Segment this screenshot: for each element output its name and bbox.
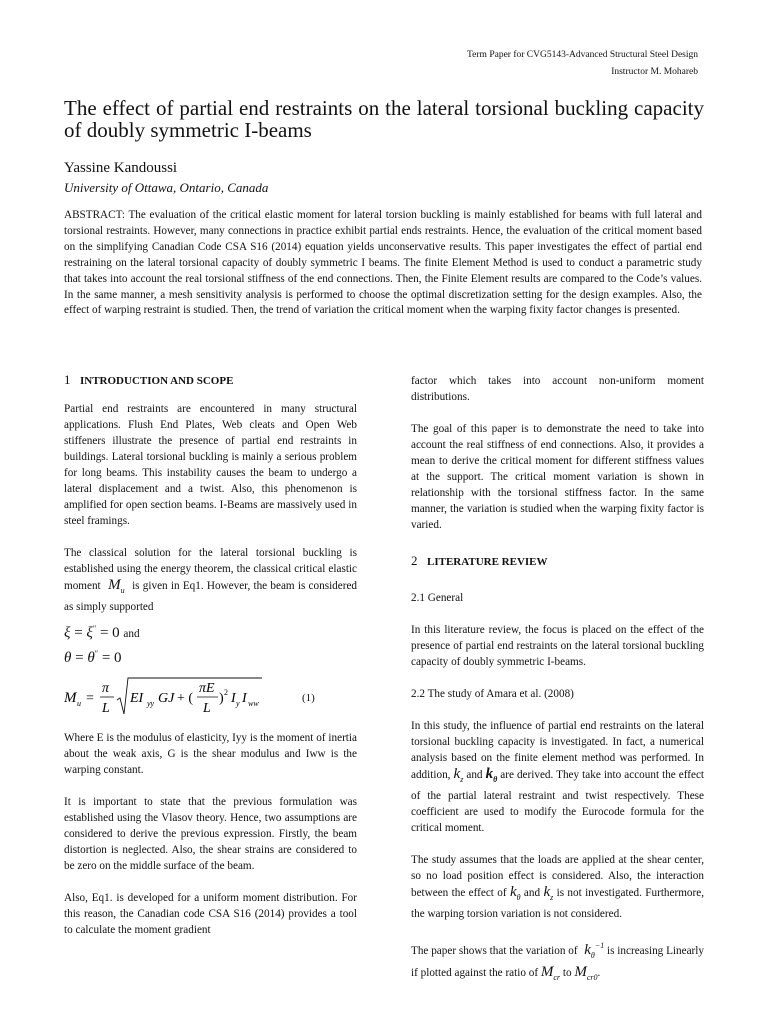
symbol-Mu: $M_u$ [103, 577, 125, 595]
running-header [467, 47, 698, 81]
paper-title: The effect of partial end restraints on the lateral torsional buckling capacity of doubly symmetric I-beams [64, 96, 704, 142]
subsection-amara: 2.2 The study of Amara et al. (2008) [411, 688, 574, 700]
section-title: INTRODUCTION AND SCOPE [80, 375, 234, 387]
equation-1 [64, 676, 357, 720]
section-heading-literature [411, 553, 704, 570]
header-course: Term Paper for CVG5143-Advanced Structural Steel Design [467, 50, 698, 60]
svg-text:π: π [102, 681, 110, 696]
symbol-ktheta-inverse: $k_\theta^{-1}$ [580, 941, 605, 960]
intro-paragraph-5: Also, Eq1. is developed for a uniform moment distribution. For this reason, the Canadian code CSA S16 (2014) provides a tool to calculate the moment gradient [64, 892, 357, 936]
header-instructor: Instructor M. Mohareb [611, 67, 698, 77]
intro-paragraph-2: The classical solution for the lateral torsional buckling is established using the energy theorem, the classical critical elastic moment $M_u$ is given in Eq1. However, the beam is considered as simply supported [64, 547, 358, 613]
svg-text:GJ: GJ [158, 691, 175, 706]
svg-text:y: y [236, 699, 240, 708]
intro-paragraph-6: factor which takes into account non-uniform moment distributions. [411, 375, 704, 403]
svg-text:I: I [242, 691, 247, 706]
intro-paragraph-1: Partial end restraints are encountered in many structural applications. Flush End Plates, Web cleats and Open Web stiffeners illustrate the presence of partial end restraints in buildings. Lateral torsional buckling is mainly a serious problem for long beams. This instability causes the beam to undergo a lateral displacement and a twist. Also, this phenomenon is amplified for open section beams. I-Beams are massively used in steel framings. [64, 403, 357, 527]
svg-text:EI: EI [130, 691, 144, 706]
left-column [64, 372, 357, 954]
intro-paragraph-3: Where E is the modulus of elasticity, Iyy is the moment of inertia about the weak axis, G is the shear modulus and Iww is the warping constant. [64, 732, 357, 776]
symbol-Mcr0: $M_{cr0}$ [574, 964, 598, 982]
svg-text:+ (: + ( [177, 691, 194, 706]
section-heading-introduction [64, 372, 357, 389]
right-column [411, 373, 704, 1002]
symbol-kz: $k_z$ [453, 766, 464, 784]
abstract: ABSTRACT: The evaluation of the critical elastic moment for lateral torsion buckling is mainly established for beams with full lateral and torsional restraints. However, many connections in practice exhibit partial ends restraints. Hence, the evaluation of the critical moment based on the simplifying Canadian Code CSA S16 (2014) equation yields unconservative results. This paper investigates the effect of partial end restraining on the lateral torsional capacity of doubly symmetric I beams. The finite Element Method is used to conduct a parametric study that takes into account the real torsional stiffness of the end connections. Then, the Finite Element results are compared to the Code’s values. In the same manner, a mesh sensitivity analysis is performed to choose the optimal discretization setting for the design examples. Also, the effect of warping restraint is studied. Then, the trend of variation the critical moment when the warping fixity factor changes is presented. [64, 209, 702, 317]
section-title: LITERATURE REVIEW [427, 556, 548, 568]
equation-number: (1) [302, 692, 315, 704]
svg-text:=: = [86, 691, 94, 706]
svg-text:I: I [231, 691, 236, 706]
boundary-conditions: ξ = ξ″ = 0 and θ = θ″ = 0 [64, 624, 140, 666]
svg-text:u: u [77, 699, 81, 708]
svg-text:πE: πE [199, 681, 215, 696]
symbol-Mcr: $M_{cr}$ [540, 964, 561, 982]
critical-moment-formula [64, 676, 294, 720]
intro-paragraph-7: The goal of this paper is to demonstrate the need to take into account the real stiffness of end connections. Also, it provides a mean to derive the critical moment for different stiffness values at the support. The critical moment variation is shown in relationship with the torsional stiffness factor. In the same manner, the variation is studied when the warping fixity factor is varied. [411, 423, 704, 531]
literature-paragraph-4: The paper shows that the variation of $k_\theta^{-1}$ is increasing Linearly if plotted against the ratio of $M_{cr}$ to $M_{cr0}$. [411, 941, 704, 982]
literature-paragraph-2: In this study, the influence of partial end restraints on the lateral torsional buckling capacity is investigated. In fact, a numerical analysis based on the finite element method was performed. In addition, $k_z$ and $k_\theta$ are derived. They take into account the effect of the partial lateral restraint and twist respectively. These coefficient are used to modify the Eurocode formula for the critical moment. [411, 720, 705, 834]
author-name: Yassine Kandoussi [64, 160, 178, 176]
symbol-kz-2: $k_z$ [543, 884, 554, 902]
svg-text:yy: yy [147, 699, 155, 708]
svg-text:L: L [102, 701, 110, 716]
literature-paragraph-3: The study assumes that the loads are applied at the shear center, so no load position effect is considered. Also, the interaction between the effect of $k_\theta$ and $k_z$ is not investigated. Furthermore, the warping torsion variation is not considered. [411, 854, 704, 920]
svg-text:ww: ww [248, 699, 259, 708]
svg-text:L: L [203, 701, 211, 716]
intro-paragraph-4: It is important to state that the previous formulation was established using the Vlasov theory. Hence, two assumptions are considered to derive the previous expression. Firstly, the beam distortion is neglected. Also, the shear strains are considered to be zero on the middle surface of the beam. [64, 796, 357, 872]
svg-text:): ) [219, 691, 224, 706]
section-number: 2 [411, 553, 418, 568]
literature-paragraph-1: In this literature review, the focus is placed on the effect of the presence of partial end restraints on the lateral torsional buckling capacity of doubly symmetric I-beams. [411, 624, 704, 668]
svg-text:2: 2 [224, 688, 228, 697]
subsection-general: 2.1 General [411, 592, 464, 604]
symbol-ktheta-2: $k_\theta$ [509, 884, 521, 902]
svg-text:M: M [64, 690, 77, 706]
section-number: 1 [64, 372, 71, 387]
symbol-ktheta: $k_\theta$ [485, 766, 498, 784]
author-affiliation: University of Ottawa, Ontario, Canada [64, 180, 269, 195]
